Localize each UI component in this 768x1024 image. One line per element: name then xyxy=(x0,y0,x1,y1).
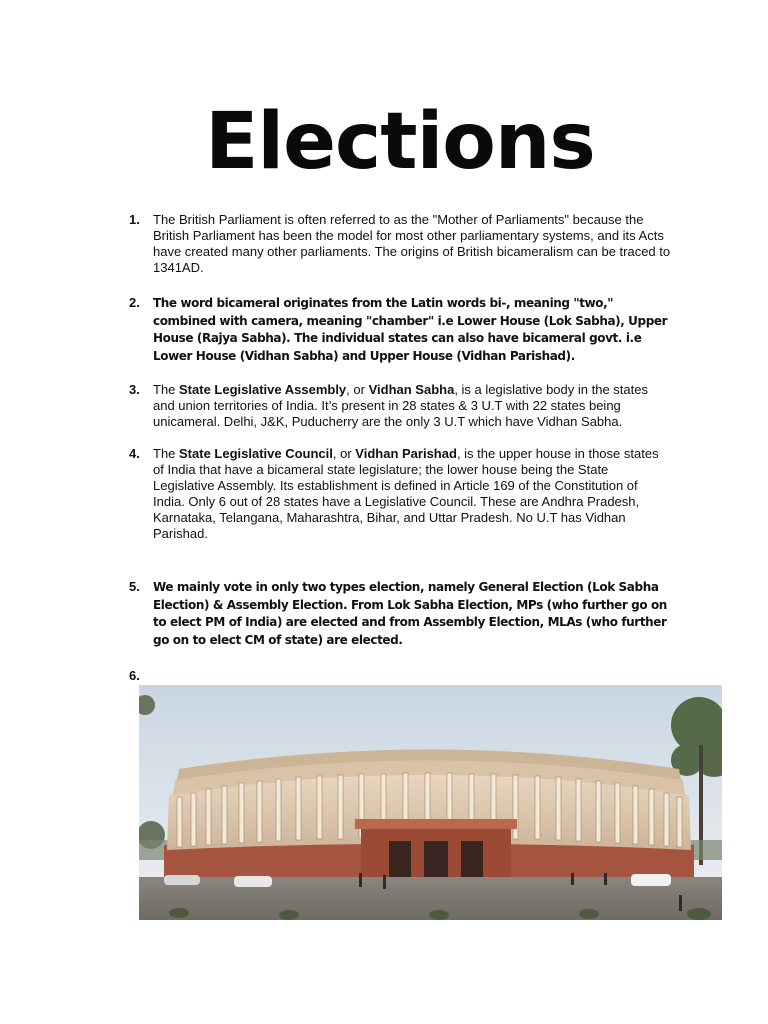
list-text: The State Legislative Assembly, or Vidhan Sabha, is a legislative body in the states and union territories of India. It’s present in 28 states & 3 U.T with 22 states being unicameral. Delhi, J&K, Puducherry are the only 3 U.T which have Vidhan Sabha. xyxy=(153,382,648,429)
list-item xyxy=(129,295,689,367)
list-number: 4. xyxy=(129,446,140,461)
list-item xyxy=(129,446,689,546)
entrance-portico xyxy=(355,819,517,877)
list-text: The State Legislative Council, or Vidhan Parishad, is the upper house in those states of India that have a bicameral state legislature; the lower house being the State Legislative Assembly. Its establishment is defined in Article 169 of the Constitution of India. Only 6 out of 28 states have a Legislative Council. These are Andhra Pradesh, Karnataka, Telangana, Maharashtra, Bihar, and Uttar Pradesh. No U.T has Vidhan Parishad. xyxy=(153,446,659,541)
list-text: The British Parliament is often referred to as the "Mother of Parliaments" because the British Parliament has been the model for most other parliamentary systems, and its Acts have created many other parliaments. The origins of British bicameralism can be traced to 1341AD. xyxy=(153,212,671,275)
list-number: 6. xyxy=(129,668,140,683)
list-item xyxy=(129,382,689,432)
list-item xyxy=(129,668,689,686)
list-item xyxy=(129,212,689,278)
list-number: 1. xyxy=(129,212,140,227)
parliament-illustration xyxy=(139,685,722,920)
list-item xyxy=(129,579,689,651)
parliament-photo xyxy=(139,685,722,920)
list-number: 3. xyxy=(129,382,140,397)
list-number: 5. xyxy=(129,579,140,594)
list-text: The word bicameral originates from the Latin words bi-, meaning "two," combined with camera, meaning "chamber" i.e Lower House (Lok Sabha), Upper House (Rajya Sabha). The individual states can also have bicameral govt. i.e Lower House (Vidhan Sabha) and Upper House (Vidhan Parishad). xyxy=(153,296,668,363)
page-title: Elections xyxy=(205,97,595,187)
list-number: 2. xyxy=(129,295,140,310)
list-text: We mainly vote in only two types election, namely General Election (Lok Sabha Election) & Assembly Election. From Lok Sabha Election, MPs (who further go on to elect PM of India) are elected and from Assembly Election, MLAs (who further go on to elect CM of state) are elected. xyxy=(153,580,667,647)
